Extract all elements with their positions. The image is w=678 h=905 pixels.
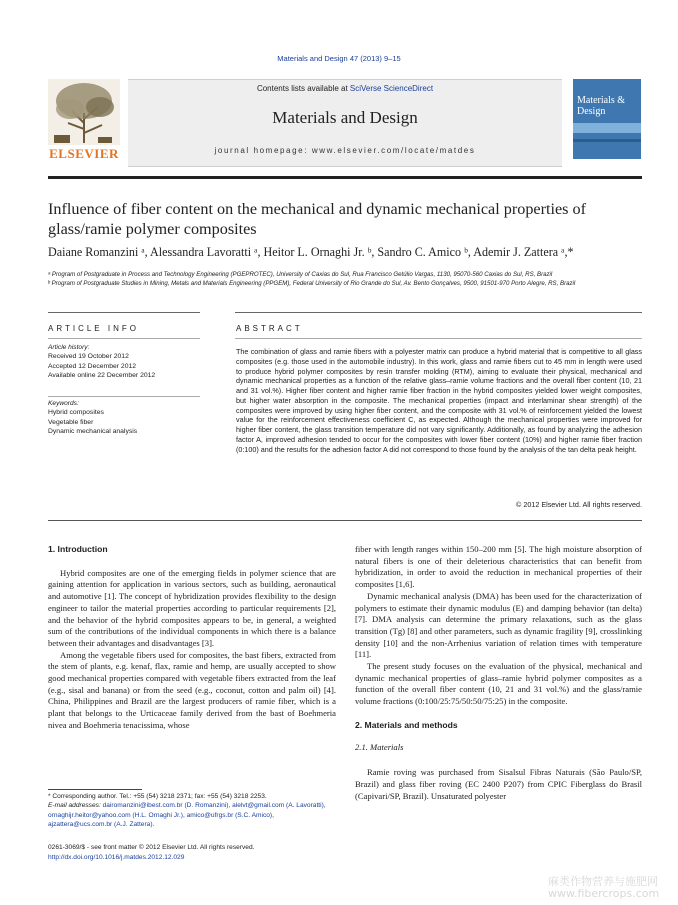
affiliation-b: ᵇ Program of Postgraduate Studies in Mining, Metals and Materials Engineering (PPGEM), Federal University of Rio Grande do Sul, Av. Bento Gonçalves, 9500, 91501-970 Porto Alegre, RS, Brazil [48, 280, 576, 287]
abstract-rule-2 [235, 338, 642, 339]
elsevier-tree-icon [48, 79, 120, 145]
cover-band [573, 123, 641, 133]
abstract-bottom-rule [48, 520, 642, 521]
paragraph: Dynamic mechanical analysis (DMA) has been used for the characterization of polymers to estimate their dynamic modulus (E) and damping behavior (tan delta) [7]. DMA analysis can determine the primary relaxations, such as the glass transition (Tg) [8] and other parameters, such as dynamic fragility [9], crosslinking density [10] and the non-Arrhenius variation of relation times with temperature [11]. [355, 590, 642, 660]
paragraph: Among the vegetable fibers used for composites, the bast fibers, extracted from the stem of plants, e.g. kenaf, flax, ramie and hemp, are usually accepted to show good mechanical properties compared with vegetable fibers extracted from the leaf (e.g., sisal and banana) or from the seed (e.g., coconut, cotton and palm oil) [4]. China, Philippines and Brazil are the largest producers of ramie fiber, which is a plant that belongs to the Urticaceae family derived from the bast of Boehmeria nivea and Boehmeria tenacissima, whose [48, 649, 336, 730]
body-column-left [48, 544, 336, 732]
footnote-rule [48, 789, 142, 790]
paragraph: fiber with length ranges within 150–200 mm [5]. The high moisture absorption of natural fibers is one of their deleterious characteristics that can benefit from hybridization, in order to avoid the reduction in mechanical properties of their composites [1,6]. [355, 544, 642, 590]
history-online: Available online 22 December 2012 [48, 372, 156, 380]
footnotes [48, 792, 338, 830]
keyword-item: Dynamic mechanical analysis [48, 428, 138, 436]
history-accepted: Accepted 12 December 2012 [48, 362, 137, 370]
keyword-item: Hybrid composites [48, 409, 104, 416]
journal-name: Materials and Design [272, 108, 418, 127]
subsection-heading-materials: 2.1. Materials [355, 741, 404, 752]
issn-line: 0261-3069/$ - see front matter © 2012 Elsevier Ltd. All rights reserved. [48, 844, 255, 851]
keywords-heading: Keywords: [48, 400, 79, 407]
paragraph: The present study focuses on the evaluation of the physical, mechanical and dynamic mechanical properties of glass–ramie hybrid polymer composites as a function of the overall fiber content (10, 21 and 31 vol.%) and the glass/ramie volume fractions (0:100/25:75/50:50/75:25) in the composite. [355, 661, 642, 707]
contents-line [128, 84, 562, 93]
affiliation-a: ᵃ Program of Postgraduate in Process and Technology Engineering (PGEPROTEC), University of Caxias do Sul, Rua Francisco Getúlio Vargas, 1130, 95070-560 Caxias do Sul, RS, Brazil [48, 271, 553, 278]
article-info-heading: ARTICLE INFO [48, 324, 139, 333]
cover-stripe [573, 139, 641, 142]
abstract-rule [235, 312, 642, 313]
article-history-heading: Article history: [48, 344, 90, 351]
elsevier-logo [48, 79, 120, 159]
journal-cover-image [573, 79, 641, 159]
keywords-list [48, 408, 200, 437]
body-column-right [355, 544, 642, 802]
author-list: Daiane Romanzini ᵃ, Alessandra Lavoratti ᵃ, Heitor L. Ornaghi Jr. ᵇ, Sandro C. Amico ᵇ, Ademir J. Zattera ᵃ,* [48, 245, 574, 259]
abstract-heading: ABSTRACT [236, 324, 303, 333]
paragraph: Hybrid composites are one of the emerging fields in polymer science that are gaining attention for application in various sectors, such as building, aeronautical and automotive [1]. The concept of hybridization provides flexibility to the design engineer to tailor the material properties according to particular requirements [2], and the behavior of the hybrid composites appears to be, in general, a weighted sum of the contributions of the individual components in which there is a balance between their advantages and disadvantages [3]. [48, 567, 336, 648]
email-links[interactable]: dairomanzini@ibest.com.br (D. Romanzini), alelvt@gmail.com (A. Lavoratti), ornaghijr.heitor@yahoo.com (H.L. Ornaghi Jr.), amico@ufrgs.br (S.C. Amico), ajzattera@ucs.com.br (A.J. Zattera). [48, 802, 326, 829]
email-addresses [48, 801, 338, 829]
doi-link[interactable]: http://dx.doi.org/10.1016/j.matdes.2012.12.029 [48, 854, 185, 862]
front-matter-info [48, 843, 348, 864]
banner-center [128, 79, 562, 167]
corresponding-author-note: * Corresponding author. Tel.: +55 (54) 3218 2371; fax: +55 (54) 3218 2253. [48, 793, 267, 800]
article-history [48, 352, 200, 381]
contents-prefix: Contents lists available at [256, 84, 350, 93]
copyright-line: © 2012 Elsevier Ltd. All rights reserved. [516, 500, 642, 509]
section-heading-introduction: 1. Introduction [48, 544, 108, 554]
abstract-text: The combination of glass and ramie fibers with a polyester matrix can produce a hybrid material that is competitive to all glass composites (e.g. those used in the automobile industry). In this work, glass and ramie fibers cut to 45 mm in length were used to produce hybrid polymer composites by resin transfer molding (RTM), aiming to evaluate their physical, mechanical and dynamic mechanical properties as a function of the relative glass–ramie volume fractions and the overall fiber content (10, 21 and 31 vol.%). Higher fiber content and higher ramie fiber fraction in the hybrid composites yielded lower weight composites, but higher water absorption in the composite. The mechanical properties (impact and interlaminar shear strength) of the composites were improved by using higher fiber content, and the composite with 31 vol.% of reinforcement yielded the lowest value for the reinforcement effectiveness coefficient C, as expected. Although the mechanical properties were improved for higher fiber content, the glass transition temperature did not vary significantly. Additionally, as found by analyzing the adhesion factor A, improved adhesion tended to occur for the composites with lower fiber content (10%) and higher ramie fiber fraction (0:100) and the results for the adhesion factor A did not correspond to those found by the analysis of the tan delta peak height. [236, 347, 642, 454]
watermark [548, 876, 659, 900]
watermark-line-2: www.fibercrops.com [548, 887, 660, 900]
keywords-rule [48, 396, 200, 397]
journal-reference[interactable]: Materials and Design 47 (2013) 9–15 [277, 54, 401, 63]
journal-homepage[interactable]: journal homepage: www.elsevier.com/locate/matdes [214, 146, 476, 155]
article-info-rule-2 [48, 338, 200, 339]
email-label: E-mail addresses: [48, 802, 101, 810]
article-info-rule [48, 312, 200, 313]
section-heading-materials-methods: 2. Materials and methods [355, 719, 458, 730]
sciencedirect-link[interactable]: SciVerse ScienceDirect [349, 84, 434, 93]
watermark-line-1: 麻类作物营养与施肥网 [548, 875, 658, 888]
history-received: Received 19 October 2012 [48, 353, 129, 360]
paragraph: Ramie roving was purchased from Sisalsul Fibras Naturais (São Paulo/SP, Brazil) and glass fiber roving (EC 2400 P207) from CPIC Fiberglass do Brasil (Capivari/SP, Brazil). Unsaturated polyester [355, 767, 642, 801]
keyword-item: Vegetable fiber [48, 418, 94, 426]
cover-title: Materials & Design [577, 95, 626, 117]
journal-banner [48, 79, 642, 165]
publisher-name: ELSEVIER [49, 146, 119, 161]
article-title: Influence of fiber content on the mechanical and dynamic mechanical properties of glass/ramie polymer composites [48, 200, 586, 238]
header-divider [48, 176, 642, 179]
